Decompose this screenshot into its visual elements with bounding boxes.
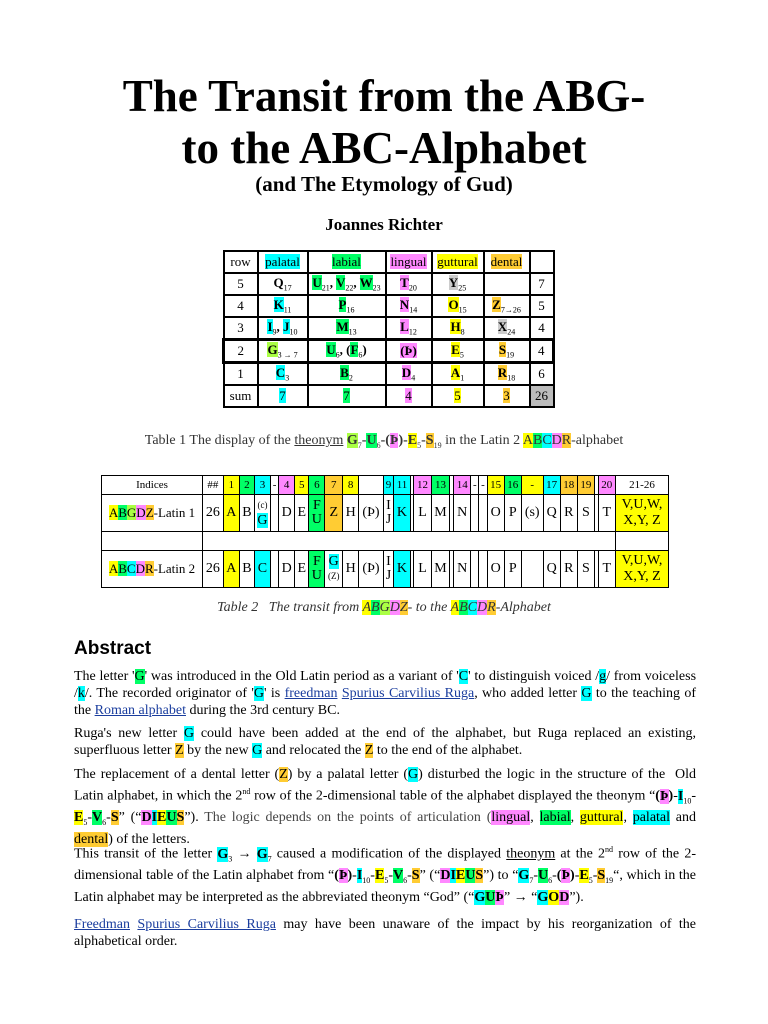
cell-guttural: $O_{15}$ — [432, 295, 484, 317]
table-row — [224, 251, 554, 273]
page-title — [0, 70, 768, 174]
letter-cell: G (Z) — [325, 551, 343, 588]
cell-sum: 6 — [530, 363, 554, 386]
header-labial: labial — [308, 251, 386, 273]
cell-sum: 26 — [530, 385, 554, 407]
index-cell: 20 — [598, 476, 615, 495]
header-palatal: palatal — [258, 251, 308, 273]
cell-sum: 4 — [530, 317, 554, 340]
letter-cell: 26 — [203, 551, 224, 588]
row-number: 5 — [224, 273, 258, 295]
letter-cell: H — [343, 495, 359, 532]
cell-guttural: 5 — [432, 385, 484, 407]
abstract-paragraph-2: Ruga's new letter G could have been added at the end of the alphabet, but Ruga replaced an existing, superfluous letter Z by the new G and relocated the Z to the end of the alphabet. — [74, 726, 696, 758]
cell-sum: 5 — [530, 295, 554, 317]
cell-dental: $R_{18}$ — [484, 363, 530, 386]
index-cell: 7 — [325, 476, 343, 495]
index-cell: 9 — [383, 476, 393, 495]
letter-cell: K — [394, 551, 411, 588]
letter-cell — [471, 495, 479, 532]
header-guttural: guttural — [432, 251, 484, 273]
letter-cell — [270, 551, 278, 588]
title-line-2: to the ABC-Alphabet — [181, 123, 587, 173]
letter-cell: C — [254, 551, 270, 588]
letter-cell — [521, 551, 543, 588]
cell-dental: $S_{19}$ — [484, 340, 530, 363]
header-lingual: lingual — [386, 251, 432, 273]
freedman-link-2[interactable]: Freedman — [74, 917, 130, 932]
cell-guttural: $A_1$ — [432, 363, 484, 386]
cell-labial: $M_{13}$ — [308, 317, 386, 340]
indices-label: Indices — [102, 476, 203, 495]
abstract-paragraph-5: Freedman Spurius Carvilius Ruga may have been unaware of the impact by his reorganization of the alphabetical order. — [74, 917, 697, 949]
cell-dental — [484, 273, 530, 295]
letter-cell: E — [295, 495, 309, 532]
index-cell: 12 — [414, 476, 431, 495]
row-label-latin1: ABGDZ-Latin 1 — [102, 495, 203, 532]
index-cell: 6 — [309, 476, 325, 495]
letter-cell — [270, 495, 278, 532]
cell-lingual: $T_{20}$ — [386, 273, 432, 295]
index-cell: 19 — [577, 476, 594, 495]
ruga-link[interactable]: Spurius Carvilius Ruga — [341, 686, 475, 701]
index-cell: ## — [203, 476, 224, 495]
index-cell: - — [270, 476, 278, 495]
table-row — [224, 340, 554, 363]
index-cell: 14 — [454, 476, 471, 495]
letter-cell: L — [414, 495, 431, 532]
letter-cell: B — [239, 495, 254, 532]
table-row — [102, 532, 669, 551]
letter-cell: (c) G — [254, 495, 270, 532]
letter-cell: S — [577, 551, 594, 588]
letter-cell — [479, 495, 487, 532]
cell-palatal: $I_9$, $J_{10}$ — [258, 317, 308, 340]
letter-cell: S — [577, 495, 594, 532]
ruga-link-2[interactable]: Spurius Carvilius Ruga — [137, 917, 276, 932]
letter-cell: L — [414, 551, 431, 588]
freedman-link[interactable]: freedman — [284, 686, 338, 701]
letter-cell: M — [431, 551, 450, 588]
letter-cell: B — [239, 551, 254, 588]
letter-cell: P — [504, 551, 521, 588]
index-cell: - — [479, 476, 487, 495]
letter-cell: O — [487, 495, 504, 532]
table-row — [224, 295, 554, 317]
cell-lingual: $L_{12}$ — [386, 317, 432, 340]
table-1-caption: Table 1 The display of the theonym $G_7-U_6-(Þ)-E_5-S_{19}$ in the Latin 2 ABCDR-alphabet — [144, 433, 624, 450]
letter-cell: (Þ) — [359, 495, 384, 532]
letter-cell: F U — [309, 495, 325, 532]
index-cell: 17 — [543, 476, 560, 495]
cell-lingual: 4 — [386, 385, 432, 407]
index-cell: 1 — [223, 476, 239, 495]
cell-labial: 7 — [308, 385, 386, 407]
author: Joannes Richter — [325, 215, 443, 234]
row-number: 4 — [224, 295, 258, 317]
letter-cell: O — [487, 551, 504, 588]
letter-cell: A — [223, 495, 239, 532]
index-cell: 15 — [487, 476, 504, 495]
letter-cell — [471, 551, 479, 588]
letter-cell: T — [598, 495, 615, 532]
index-cell: - — [521, 476, 543, 495]
index-cell: 8 — [343, 476, 359, 495]
cell-sum: 4 — [530, 340, 554, 363]
cell-palatal: $G_{3 \to 7}$ — [258, 340, 308, 363]
cell-dental: $Z_{7\to 26}$ — [484, 295, 530, 317]
letter-cell: Q — [543, 495, 560, 532]
title-line-1: The Transit from the ABG- — [122, 71, 646, 121]
row-number: 2 — [224, 340, 258, 363]
table-row — [102, 476, 669, 495]
index-cell: 11 — [394, 476, 411, 495]
index-cell: 3 — [254, 476, 270, 495]
row-number: 3 — [224, 317, 258, 340]
index-cell: - — [471, 476, 479, 495]
cell-labial: $P_{16}$ — [308, 295, 386, 317]
letter-cell: (s) — [521, 495, 543, 532]
letter-cell: R — [560, 495, 577, 532]
cell-guttural: $H_8$ — [432, 317, 484, 340]
roman-alphabet-link[interactable]: Roman alphabet — [94, 703, 186, 718]
cell-palatal: 7 — [258, 385, 308, 407]
letter-cell: I J — [383, 551, 393, 588]
abstract-paragraph-1: The letter 'G' was introduced in the Old Latin period as a variant of 'C' to distinguish voiced /g/ from voiceless /k/. The recorded originator of 'G' is freedman Spurius Carvilius Ruga, who added letter G to the teaching of the Roman alphabet during the 3rd century BC. — [74, 669, 697, 718]
index-cell: 16 — [504, 476, 521, 495]
letter-cell: (Þ) — [359, 551, 384, 588]
cell-labial: $U_{21}$, $V_{22}$, $W_{23}$ — [308, 273, 386, 295]
table-2 — [101, 475, 669, 588]
letter-cell: M — [431, 495, 450, 532]
index-cell: 18 — [560, 476, 577, 495]
empty-cell — [102, 532, 203, 551]
cell-palatal: $C_3$ — [258, 363, 308, 386]
index-cell: 4 — [279, 476, 295, 495]
letter-cell: D — [279, 495, 295, 532]
letter-cell: Z — [325, 495, 343, 532]
table-row — [224, 385, 554, 407]
index-cell: 21-26 — [616, 476, 669, 495]
letter-cell: P — [504, 495, 521, 532]
table-2-caption: Table 2 The transit from ABGDZ- to the ABCDR-Alphabet — [217, 600, 551, 615]
letter-cell: N — [454, 495, 471, 532]
letter-cell: N — [454, 551, 471, 588]
abstract-heading: Abstract — [74, 638, 152, 659]
letter-cell: T — [598, 551, 615, 588]
subtitle: (and The Etymology of Gud) — [255, 172, 513, 196]
cell-sum: 7 — [530, 273, 554, 295]
cell-lingual: (Þ) — [386, 340, 432, 363]
cell-lingual: $N_{14}$ — [386, 295, 432, 317]
cell-dental: $X_{24}$ — [484, 317, 530, 340]
empty-cell — [616, 532, 669, 551]
table-row — [224, 273, 554, 295]
index-cell: 5 — [295, 476, 309, 495]
header-row: row — [224, 251, 258, 273]
table-row — [102, 495, 669, 532]
cell-guttural: $E_5$ — [432, 340, 484, 363]
abstract-paragraph-3: The replacement of a dental letter (Z) by a palatal letter (G) disturbed the logic in the structure of the Old Latin alphabet, in which the 2nd row of the 2-dimensional table of the alphabet displayed the theonym “$(Þ)-I_{10}-E_5-V_6-S$” (“DIEUS”). The logic depends on the points of articulation (lingual, labial, guttural, palatal and dental) of the letters. — [74, 767, 697, 848]
row-number: sum — [224, 385, 258, 407]
letter-cell: F U — [309, 551, 325, 588]
letter-cell: Q — [543, 551, 560, 588]
table-row — [102, 551, 669, 588]
table-row — [224, 317, 554, 340]
index-cell: 13 — [431, 476, 450, 495]
cell-palatal: $Q_{17}$ — [258, 273, 308, 295]
cell-dental: 3 — [484, 385, 530, 407]
table-row — [224, 363, 554, 386]
letter-cell: H — [343, 551, 359, 588]
letter-cell — [479, 551, 487, 588]
letter-cell: A — [223, 551, 239, 588]
letter-cell: V,U,W, X,Y, Z — [616, 495, 669, 532]
letter-cell: 26 — [203, 495, 224, 532]
cell-palatal: $K_{11}$ — [258, 295, 308, 317]
letter-cell: K — [394, 495, 411, 532]
letter-cell: I J — [383, 495, 393, 532]
cell-labial: $B_2$ — [308, 363, 386, 386]
cell-guttural: $Y_{25}$ — [432, 273, 484, 295]
letter-cell: D — [279, 551, 295, 588]
empty-cell — [203, 532, 616, 551]
header-dental: dental — [484, 251, 530, 273]
cell-lingual: $D_4$ — [386, 363, 432, 386]
letter-cell: E — [295, 551, 309, 588]
index-cell — [359, 476, 384, 495]
table-1 — [222, 250, 555, 408]
letter-cell: V,U,W, X,Y, Z — [616, 551, 669, 588]
abstract-paragraph-4: This transit of the letter $G_3 \to G_7$ caused a modification of the displayed theonym at the 2nd row of the 2-dimensional table of the Latin alphabet from “$(Þ)-I_{10}-E_5-V_6-S$” (“DIEUS”) to “$G_7-U_6-(Þ)-E_5-S_{19}“$, which in the Latin alphabet may be interpreted as the abbreviated theonym “God” (“GUÞ” → “GOD”). — [74, 845, 697, 906]
letter-cell: R — [560, 551, 577, 588]
row-label-latin2: ABCDR-Latin 2 — [102, 551, 203, 588]
header-sum — [530, 251, 554, 273]
row-number: 1 — [224, 363, 258, 386]
index-cell: 2 — [239, 476, 254, 495]
cell-labial: $U_6$, $(F_6)$ — [308, 340, 386, 363]
